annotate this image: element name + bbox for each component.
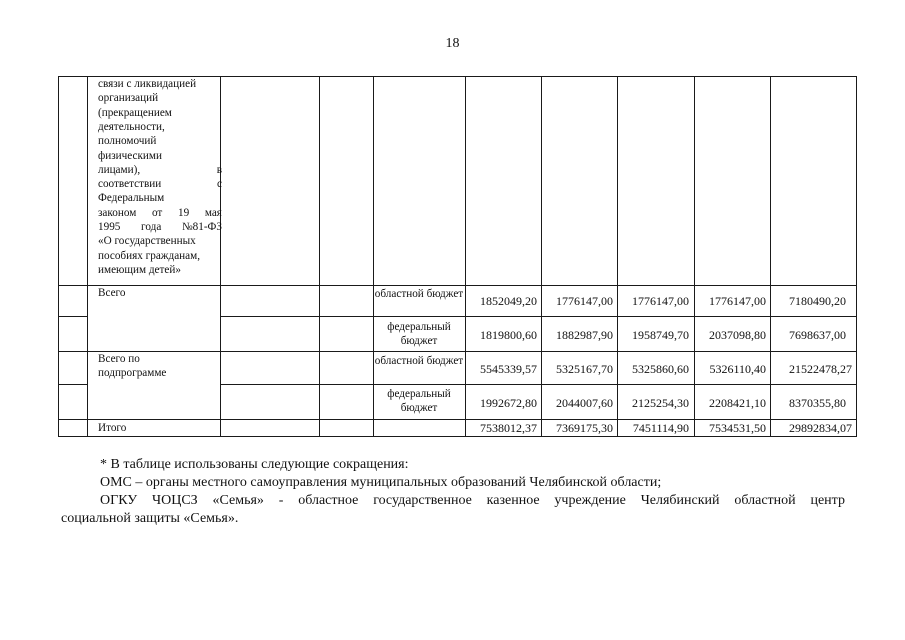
footnote-word: областной [734,493,796,508]
value-cell: 1776147,00 [632,294,689,308]
table-col-line [373,76,374,437]
description-line: Федеральным [98,192,165,205]
description-word: от [151,206,163,219]
table-col-line [617,76,618,437]
footnote-word: - [278,493,284,508]
footnote-ogku-continuation: социальной защиты «Семья». [61,511,239,526]
budget-type-cell: областной бюджет [374,355,464,367]
description-line [98,220,222,234]
table-col-line [465,76,466,437]
value-cell: 7451114,90 [632,421,689,435]
description-word: в [216,163,222,176]
value-cell: 7369175,30 [556,421,613,435]
description-line: физическими [98,149,162,162]
table-row-line [58,285,857,286]
table-col-line [770,76,771,437]
footnote-word: областное [298,493,359,508]
value-cell: 7698637,00 [789,328,846,342]
description-line [98,163,222,177]
value-cell: 5325860,60 [632,362,689,376]
description-line [98,177,222,191]
description-line: (прекращением [98,106,172,119]
table-col-line [541,76,542,437]
value-cell: 1882987,90 [556,328,613,342]
value-cell: 1958749,70 [632,328,689,342]
value-cell: 29892834,07 [789,421,852,435]
description-line: пособиях гражданам, [98,249,200,262]
value-cell: 2125254,30 [632,396,689,410]
description-line: организаций [98,92,159,105]
table-col-line [694,76,695,437]
footnote-ogku-line [100,493,845,509]
table-col-line [87,76,88,437]
footnote-word: ЧОЦСЗ [152,493,198,508]
description-line [98,206,222,220]
value-cell: 1776147,00 [709,294,766,308]
table-border-bottom [58,436,857,437]
budget-type-cell: федеральный бюджет [387,321,451,347]
value-cell: 2208421,10 [709,396,766,410]
value-cell: 1992672,80 [480,396,537,410]
table-row-line [58,316,87,317]
description-line: имеющим детей» [98,263,181,276]
footnote-word: Челябинский [640,493,720,508]
description-line: «О государственных [98,235,196,248]
description-word: №81-ФЗ [181,221,222,233]
row-label-subprogram-total: Всего по подпрограмме [98,353,167,380]
value-cell: 1819800,60 [480,328,537,342]
value-cell: 7534531,50 [709,421,766,435]
description-line: деятельности, [98,120,165,133]
value-cell: 1852049,20 [480,294,537,308]
description-word: с [217,178,222,191]
description-word: законом [98,206,137,219]
page-number: 18 [445,36,460,51]
footnote-word: «Семья» [212,493,264,508]
value-cell: 5325167,70 [556,362,613,376]
description-line: связи с ликвидацией [98,78,197,90]
value-cell: 2044007,60 [556,396,613,410]
budget-type-cell: федеральный бюджет [387,388,451,414]
footnote-intro: * В таблице использованы следующие сокращения: [100,457,409,472]
value-cell: 1776147,00 [556,294,613,308]
table-row-line [58,419,857,420]
row-label-total: Всего [98,287,126,299]
footnote-word: учреждение [554,493,626,508]
footnote-word: ОГКУ [100,493,138,508]
value-cell: 7180490,20 [789,294,846,308]
value-cell: 8370355,80 [789,396,846,410]
description-word: 1995 [98,221,121,233]
description-line: полномочий [98,135,157,148]
description-word: 19 [177,206,190,219]
value-cell: 5545339,57 [480,362,537,376]
budget-type-cell: областной бюджет [374,288,464,300]
footnote-word: государственное [373,493,472,508]
row-label-grand-total: Итого [98,422,127,434]
value-cell: 5326110,40 [709,362,766,376]
description-word: лицами), [98,163,141,176]
table-border-right [856,76,857,437]
description-word: соответствии [98,178,162,191]
value-cell: 2037098,80 [709,328,766,342]
description-word: года [141,221,162,233]
description-word: мая [204,206,222,219]
table-row-line [220,316,857,317]
table-border-left [58,76,59,437]
value-cell: 7538012,37 [480,421,537,435]
table-row-line [220,384,857,385]
budget-table [58,76,857,437]
table-row-line [58,384,87,385]
footnote-word: казенное [486,493,540,508]
table-col-line [319,76,320,437]
value-cell: 21522478,27 [789,362,852,376]
description-cell [98,77,222,285]
footnote-oms: ОМС – органы местного самоуправления муниципальных образований Челябинской области; [100,475,662,490]
footnote-word: центр [810,493,845,508]
